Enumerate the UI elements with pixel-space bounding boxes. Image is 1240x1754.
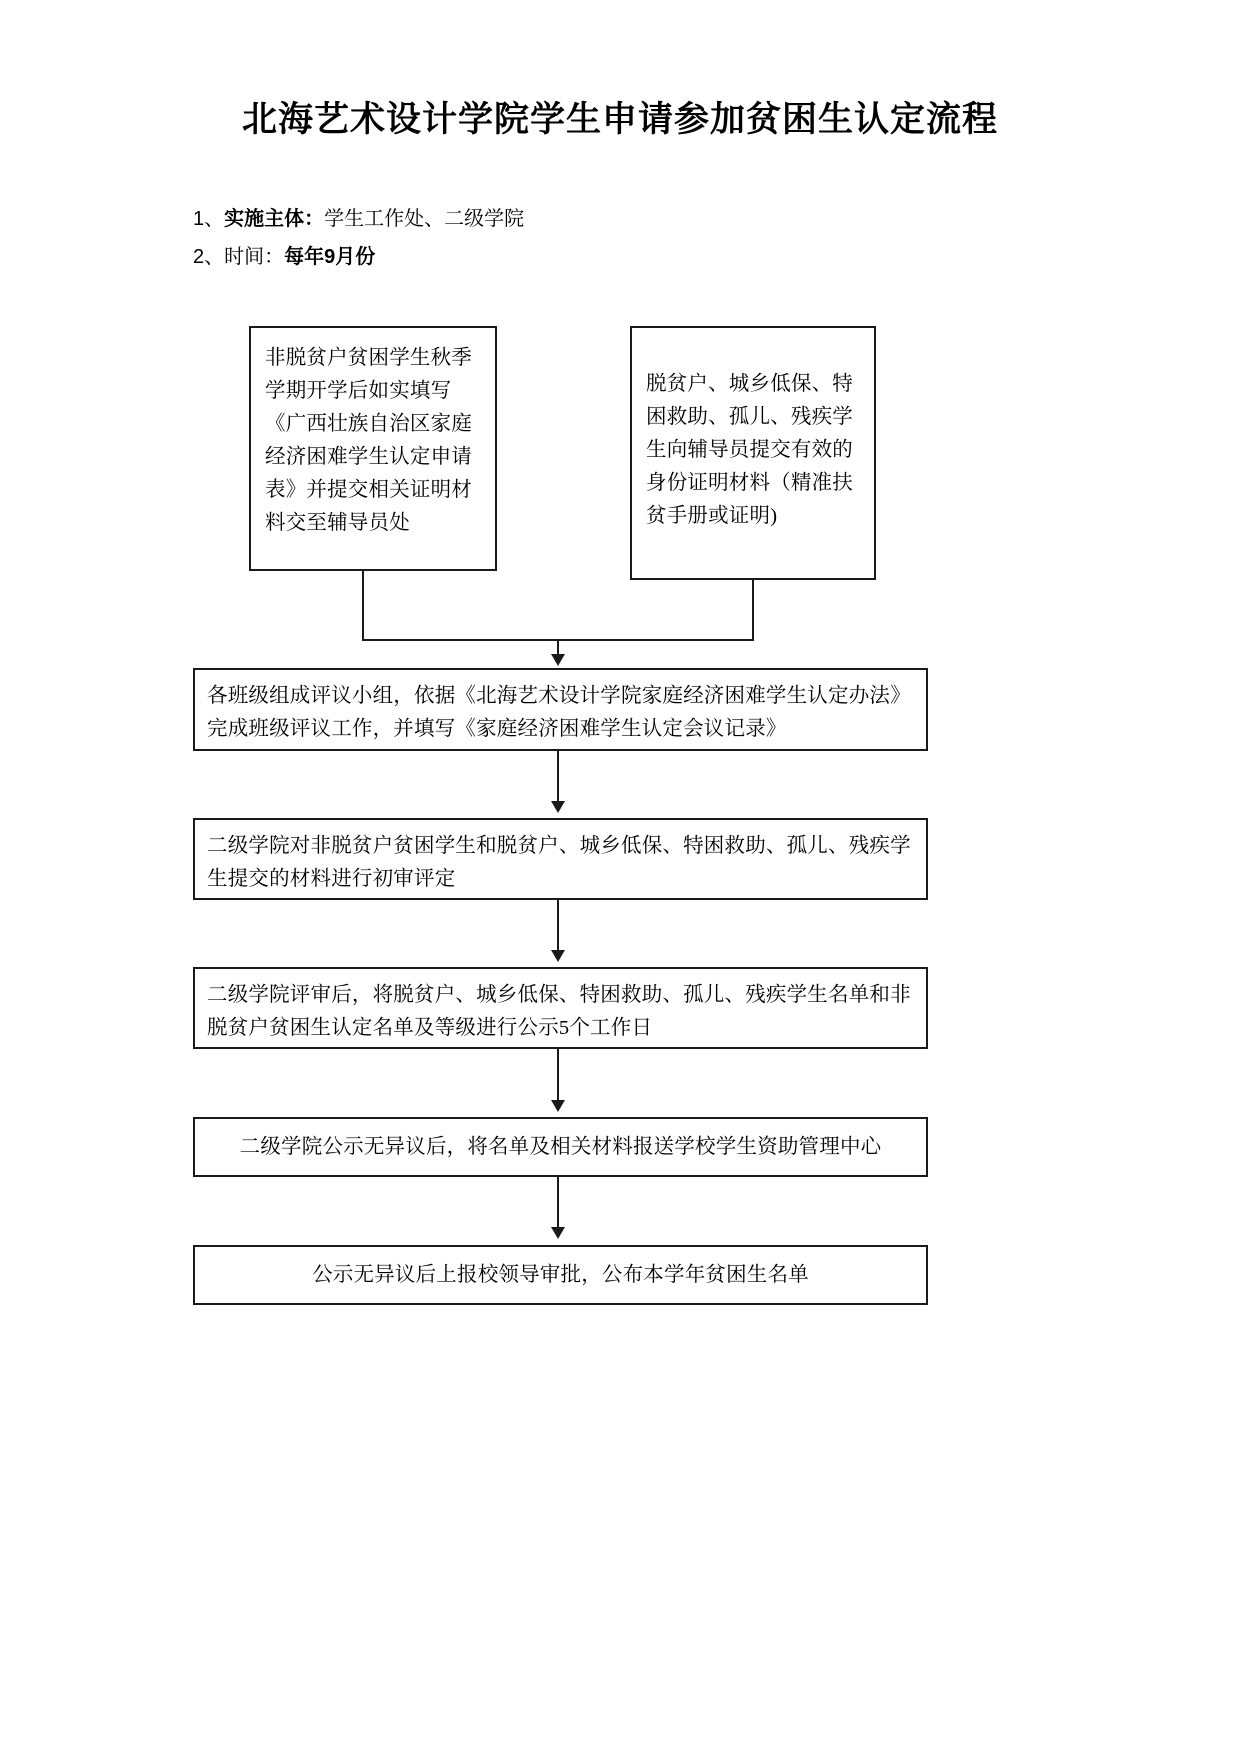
connector-left-stub [362, 571, 364, 640]
connector-3 [557, 1049, 559, 1100]
connector-right-stub [752, 580, 754, 640]
flow-node-text: 二级学院对非脱贫户贫困学生和脱贫户、城乡低保、特困救助、孤儿、残疾学生提交的材料进行初审评定 [207, 835, 911, 890]
meta-value: 学生工作处、二级学院 [324, 208, 525, 230]
meta-value: 每年9月份 [284, 246, 376, 268]
flow-node-text: 二级学院公示无异议后，将名单及相关材料报送学校学生资助管理中心 [239, 1136, 882, 1158]
flow-node-nonpoverty-application [249, 326, 497, 571]
meta-label: 时间： [224, 246, 285, 268]
arrow-icon [551, 1100, 565, 1112]
flow-node-text: 各班级组成评议小组，依据《北海艺术设计学院家庭经济困难学生认定办法》完成班级评议工作，并填写《家庭经济困难学生认定会议记录》 [207, 685, 911, 740]
flow-node-class-review-group [193, 668, 928, 751]
meta-line-time [193, 238, 1093, 276]
flow-node-publicize-list [193, 967, 928, 1049]
flow-node-final-approval [193, 1245, 928, 1305]
arrow-icon [551, 801, 565, 813]
connector-4 [557, 1177, 559, 1227]
page-title: 北海艺术设计学院学生申请参加贫困生认定流程 [241, 100, 998, 139]
arrow-icon [551, 950, 565, 962]
document-meta [193, 200, 1093, 276]
flow-node-report-to-center [193, 1117, 928, 1177]
arrow-icon [551, 654, 565, 666]
flow-node-text: 公示无异议后上报校领导审批，公布本学年贫困生名单 [312, 1264, 809, 1286]
flow-node-text: 脱贫户、城乡低保、特困救助、孤儿、残疾学生向辅导员提交有效的身份证明材料（精准扶贫手册或证明) [646, 373, 853, 527]
flow-node-special-groups-materials [630, 326, 876, 580]
flow-node-text: 二级学院评审后，将脱贫户、城乡低保、特困救助、孤儿、残疾学生名单和非脱贫户贫困生认定名单及等级进行公示5个工作日 [207, 984, 911, 1039]
arrow-icon [551, 1227, 565, 1239]
flow-node-text: 非脱贫户贫困学生秋季学期开学后如实填写《广西壮族自治区家庭经济困难学生认定申请表》并提交相关证明材料交至辅导员处 [265, 347, 472, 534]
meta-index: 2、 [193, 246, 225, 268]
meta-label: 实施主体： [224, 208, 325, 230]
connector-1 [557, 751, 559, 801]
meta-index: 1、 [193, 208, 225, 230]
meta-line-subject [193, 200, 1093, 238]
flow-node-college-initial-review [193, 818, 928, 900]
connector-2 [557, 900, 559, 950]
